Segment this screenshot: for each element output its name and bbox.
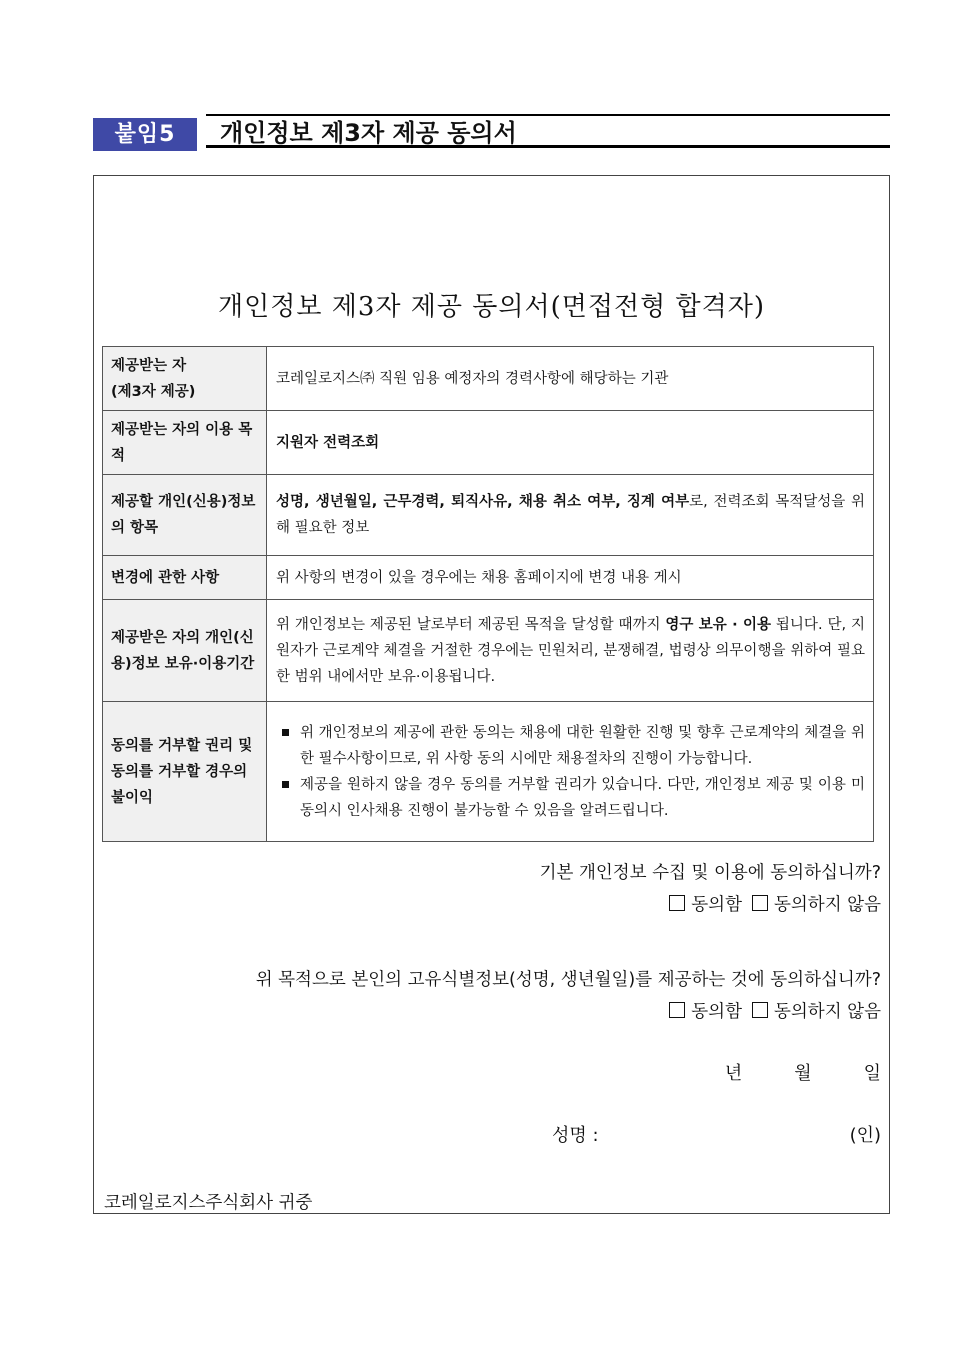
recipient	[104, 1189, 312, 1214]
date-line	[725, 1059, 881, 1085]
row-label: 동의를 거부할 권리 및 동의를 거부할 경우의 불이익	[103, 702, 267, 842]
consent-question-unique-id: 위 목적으로 본인의 고유식별정보(성명, 생년월일)를 제공하는 것에 동의하십니까?	[255, 970, 881, 990]
square-bullet-icon	[282, 781, 289, 788]
row-label-line: 제공받는 자	[111, 357, 187, 374]
row-content: 위 사항의 변경이 있을 경우에는 채용 홈페이지에 변경 내용 게시	[267, 556, 874, 600]
disagree-label: 동의하지 않음	[774, 1002, 881, 1022]
consent-options-unique-id	[669, 998, 881, 1023]
signature-label: 성명 :	[552, 1125, 599, 1146]
date-year-label: 년	[724, 1063, 743, 1084]
form-title: 개인정보 제3자 제공 동의서(면접전형 합격자)	[218, 292, 765, 322]
provided-items-bold: 성명, 생년월일, 근무경력, 퇴직사유, 채용 취소 여부, 징계 여부	[276, 494, 690, 510]
date-day-label: 일	[863, 1063, 881, 1084]
date-month-label: 월	[794, 1063, 812, 1084]
retention-text-post: 됩니다. 단, 지원자가 근로계약 체결을 거절한 경우에는 민원처리, 분쟁해결, 법령상 의무이행을 위하여 필요한 범위 내에서만 보유·이용됩니다.	[276, 616, 865, 685]
retention-text-pre: 위 개인정보는 제공된 날로부터 제공된 목적을 달성할 때까지	[276, 616, 666, 633]
row-label: 제공받는 자의 이용 목적	[103, 411, 267, 475]
header-title: 개인정보 제3자 제공 동의서	[206, 114, 890, 148]
attachment-header	[93, 114, 890, 152]
recipient-suffix: 귀중	[278, 1193, 313, 1213]
agree-label: 동의함	[691, 1002, 742, 1022]
list-item	[276, 720, 865, 772]
disagree-checkbox[interactable]	[752, 895, 768, 911]
list-item	[276, 772, 865, 824]
table-row	[103, 600, 874, 702]
agree-checkbox[interactable]	[669, 895, 685, 911]
row-content	[267, 702, 874, 842]
square-bullet-icon	[282, 729, 289, 736]
row-label: 제공받은 자의 개인(신용)정보 보유·이용기간	[103, 600, 267, 702]
bullet-text: 제공을 원하지 않을 경우 동의를 거부할 권리가 있습니다. 다만, 개인정보 제공 및 이용 미동의시 인사채용 진행이 불가능할 수 있음을 알려드립니다.	[300, 776, 865, 819]
consent-question-basic: 기본 개인정보 수집 및 이용에 동의하십니까?	[539, 863, 881, 883]
consent-options-basic	[669, 891, 881, 916]
disagree-label: 동의하지 않음	[774, 895, 881, 915]
row-content	[267, 475, 874, 556]
bullet-text: 위 개인정보의 제공에 관한 동의는 채용에 대한 원활한 진행 및 향후 근로계약의 체결을 위한 필수사항이므로, 위 사항 동의 시에만 채용절차의 진행이 가능합니다.	[300, 724, 865, 767]
attachment-badge: 붙임5	[93, 118, 197, 151]
table-row	[103, 702, 874, 842]
row-label-line: (제3자 제공)	[111, 383, 196, 400]
consent-form	[93, 175, 890, 1214]
table-row	[103, 556, 874, 600]
row-label: 제공할 개인(신용)정보의 항목	[103, 475, 267, 556]
table-row	[103, 411, 874, 475]
refusal-bullet-list	[276, 720, 865, 824]
retention-text-bold: 영구 보유 · 이용	[665, 616, 772, 633]
table-row	[103, 475, 874, 556]
row-content: 지원자 전력조회	[267, 411, 874, 475]
agree-checkbox[interactable]	[669, 1002, 685, 1018]
row-label	[103, 347, 267, 411]
info-table	[102, 346, 874, 842]
provided-items-rest: 로, 전력조회 목적달성을 위해 필요한 정보	[276, 494, 866, 536]
table-row	[103, 347, 874, 411]
disagree-checkbox[interactable]	[752, 1002, 768, 1018]
row-content	[267, 600, 874, 702]
recipient-company: 코레일로지스주식회사	[104, 1193, 274, 1213]
agree-label: 동의함	[691, 895, 742, 915]
seal-label: (인)	[849, 1125, 881, 1146]
row-label: 변경에 관한 사항	[103, 556, 267, 600]
row-content: 코레일로지스㈜ 직원 임용 예정자의 경력사항에 해당하는 기관	[267, 347, 874, 411]
